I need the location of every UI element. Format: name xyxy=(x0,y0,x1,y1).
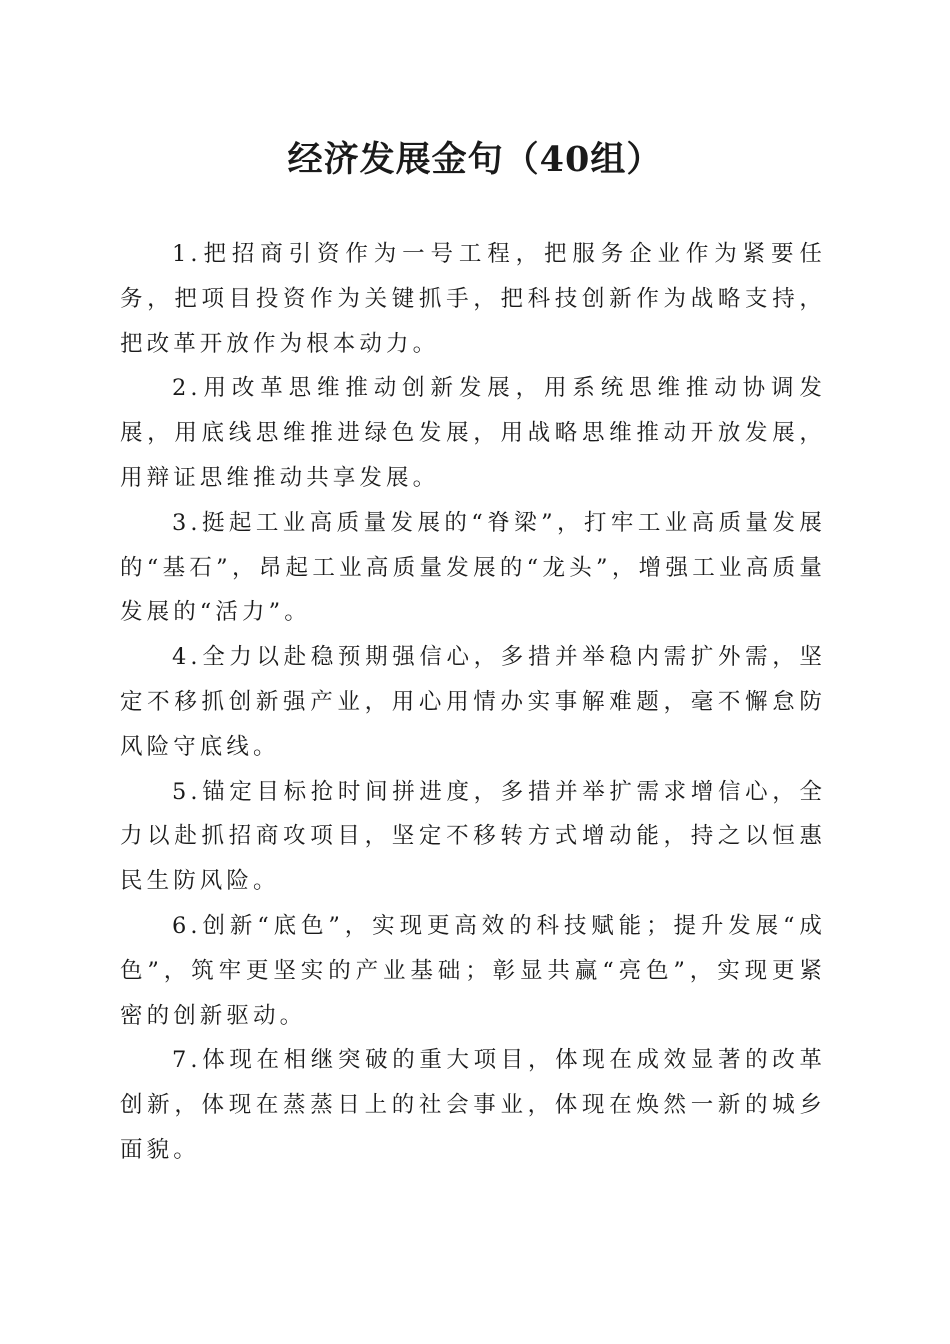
paragraph-7: 7.体现在相继突破的重大项目，体现在成效显著的改革创新，体现在蒸蒸日上的社会事业，体现在焕然一新的城乡面貌。 xyxy=(120,1047,826,1163)
paragraph-2: 2.用改革思维推动创新发展，用系统思维推动协调发展，用底线思维推进绿色发展，用战略思维推动开放发展，用辩证思维推动共享发展。 xyxy=(120,375,826,491)
paragraph-4: 4.全力以赴稳预期强信心，多措并举稳内需扩外需，坚定不移抓创新强产业，用心用情办实事解难题，毫不懈怠防风险守底线。 xyxy=(120,644,826,760)
paragraph-1: 1.把招商引资作为一号工程，把服务企业作为紧要任务，把项目投资作为关键抓手，把科技创新作为战略支持，把改革开放作为根本动力。 xyxy=(120,241,826,357)
paragraph-3: 3.挺起工业高质量发展的“脊梁”，打牢工业高质量发展的“基石”，昂起工业高质量发展的“龙头”，增强工业高质量发展的“活力”。 xyxy=(120,509,826,626)
document-body xyxy=(120,232,826,1173)
paragraph-6: 6.创新“底色”，实现更高效的科技赋能；提升发展“成色”，筑牢更坚实的产业基础；彰显共赢“亮色”，实现更紧密的创新驱动。 xyxy=(120,912,826,1029)
paragraph-5: 5.锚定目标抢时间拼进度，多措并举扩需求增信心，全力以赴抓招商攻项目，坚定不移转方式增动能，持之以恒惠民生防风险。 xyxy=(120,778,826,895)
document-title: 经济发展金句（40组） xyxy=(287,139,663,180)
